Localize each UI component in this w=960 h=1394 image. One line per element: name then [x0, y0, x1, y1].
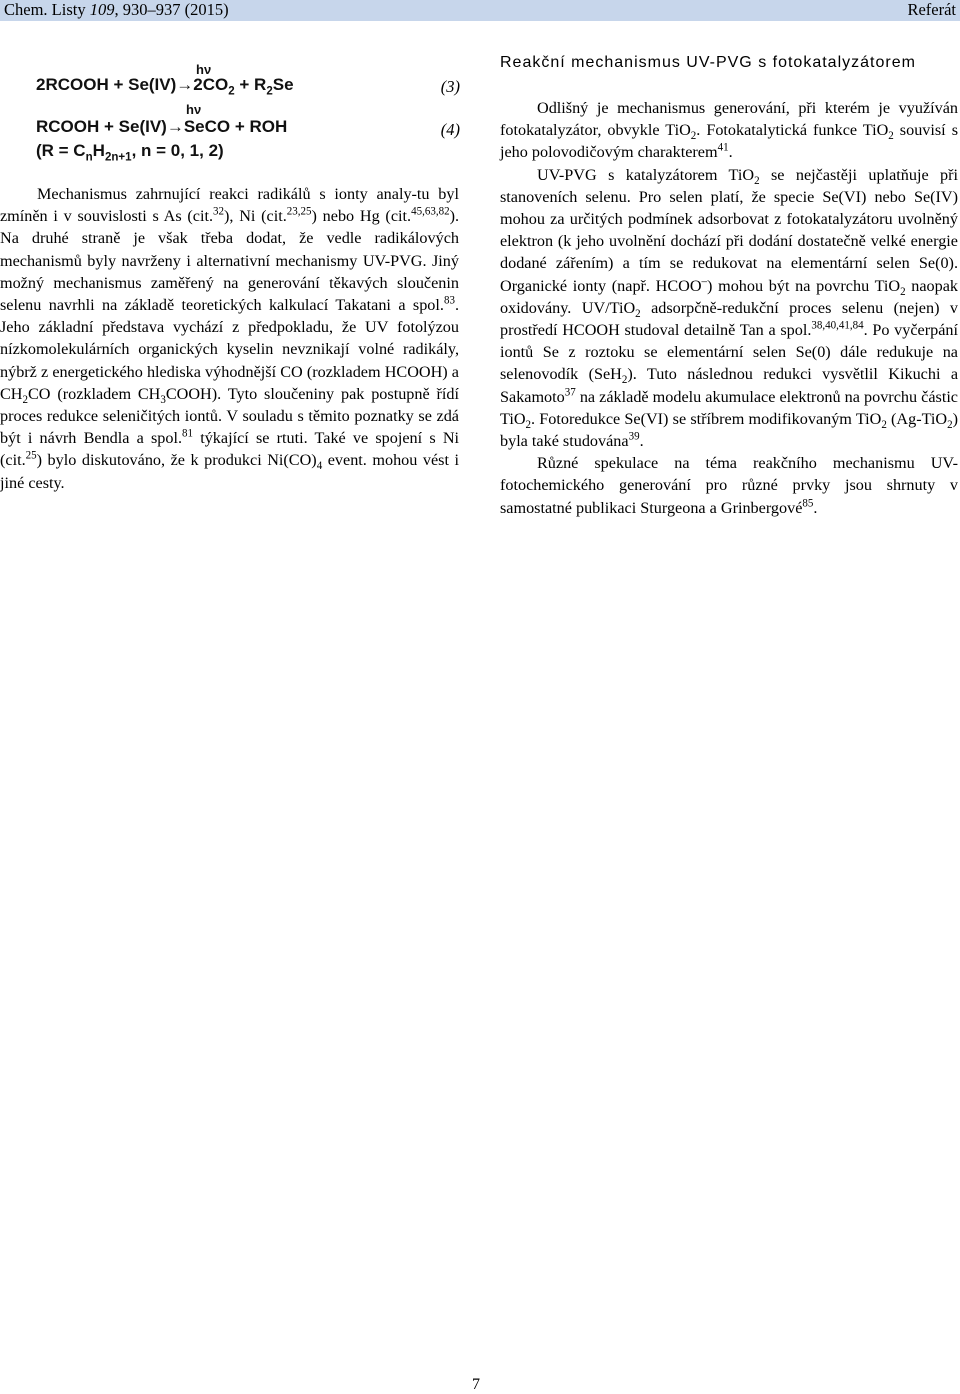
- article-category: Referát: [907, 0, 956, 19]
- running-header: [0, 0, 960, 21]
- paragraph: Různé spekulace na téma reakčního mechanismu UV-fotochemického generování pro různé prvky jsou shrnuty v samostatné publikaci Sturgeona a Grinbergové$^{85}$.: [500, 454, 958, 517]
- eq3-light-label: hν: [196, 62, 212, 77]
- left-column: [0, 183, 459, 494]
- paragraph: UV-PVG s katalyzátorem TiO$_2$ se nejčastěji uplatňuje při stanoveních selenu. Pro selen platí, že specie Se(VI) nebo Se(IV) mohou za určitých podmínek adsorbovat z fotokatalyzátoru uvolněný elektron (k jeho uvolnění dochází při dodání dostatečně velké energie dodané zářením) a tím se redukovat na elementární selen Se(0). Organické ionty (např. HCOO–) mohou být na povrchu TiO$_2$ naopak oxidovány. UV/TiO$_2$ adsorpčně-redukční proces selenu (nejen) v prostředí HCOOH studoval detailně Tan a spol.$^{38,40,41,84}$. Po vyčerpání iontů Se z roztoku se elementární selen Se(0) dále redukuje na selenovodík (SeH$_2$). Tuto následnou redukci vysvětlil Kikuchi a Sakamoto$^{37}$ na základě modelu akumulace elektronů na povrchu částic TiO$_2$. Fotoredukce Se(VI) se stříbrem modifikovaným TiO$_2$ (Ag-TiO$_2$) byla také studována$^{39}$.: [500, 165, 959, 451]
- right-column: [500, 97, 958, 519]
- equation-4-number: (4): [440, 120, 460, 139]
- journal-citation: Chem. Listy 109, 930–937 (2015): [4, 0, 229, 19]
- equation-3-number: (3): [440, 77, 460, 96]
- equation-4: RCOOH + Se(IV)→SeCO + ROH: [36, 117, 288, 136]
- paragraph: Odlišný je mechanismus generování, při kterém je využíván fotokatalyzátor, obvykle TiO$_2$. Fotokatalytická funkce TiO$_2$ souvisí s jeho polovodičovým charakterem$^{41}$.: [500, 99, 958, 162]
- section-title: Reakční mechanismus UV-PVG s fotokatalyzátorem: [500, 54, 916, 71]
- reaction-equations: [36, 62, 460, 172]
- eq4-light-label: hν: [186, 102, 202, 117]
- paragraph: Mechanismus zahrnující reakci radikálů s ionty analy-tu byl zmíněn i v souvislosti s As (cit.$^{32}$), Ni (cit.$^{23,25}$) nebo Hg (cit.$^{45,63,82}$). Na druhé straně je však třeba dodat, že vedle radikálových mechanismů byly navrženy i alternativní mechanismy UV-PVG. Jiný možný mechanismus zaměřený na generování těkavých sloučenin selenu navrhli na základě teoretických kalkulací Takatani a spol.$^{83}$. Jeho základní představa vychází z předpokladu, že UV fotolýzou nízkomolekulárních organických kyselin nevznikají volné radikály, nýbrž z energetického hlediska výhodnější CO (rozkladem HCOOH) a $CH_2CO$ (rozkladem $CH_3COOH$). Tyto sloučeniny pak postupně řídí proces redukce seleničitých iontů. V souladu s těmito poznatky se zdá být i návrh Bendla a spol.$^{81}$ týkající se rtuti. Také ve spojení s Ni (cit.$^{25}$) bylo diskutováno, že k produkci $Ni(CO)_4$ event. mohou vést i jiné cesty.: [0, 185, 460, 492]
- page-number: 7: [472, 1376, 480, 1393]
- equation-4-note: ($R = C_nH_{2n+1}$, n = 0, 1, 2): [36, 141, 224, 164]
- equation-3: 2RCOOH + $Se(IV)\to 2CO_2 + R_2Se$: [36, 75, 294, 98]
